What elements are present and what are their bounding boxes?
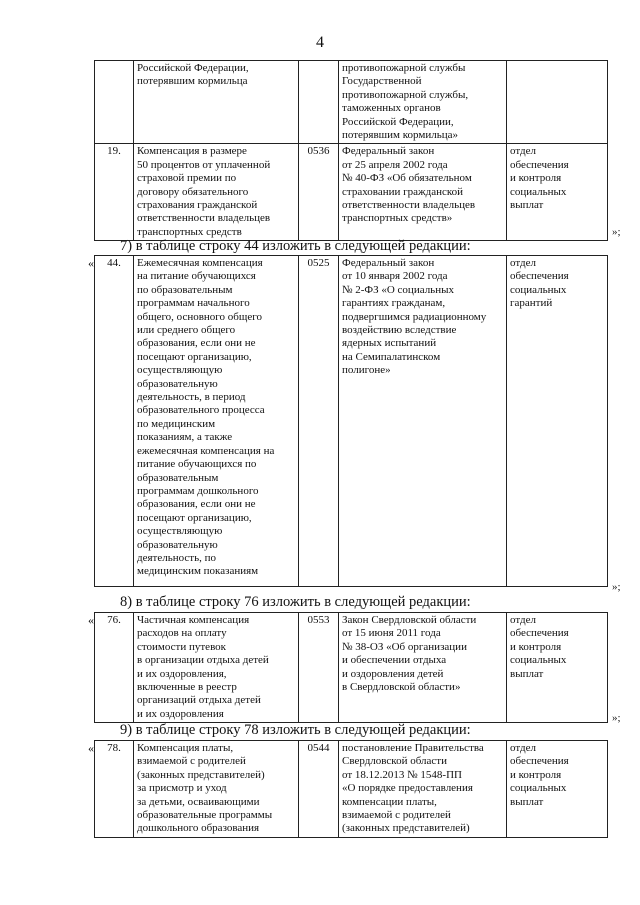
table-row — [95, 613, 608, 723]
table-row — [95, 144, 608, 241]
amendment-heading: 7) в таблице строку 44 изложить в следующей редакции: — [120, 238, 471, 254]
closing-quote: »; — [612, 712, 621, 724]
table-row-76 — [94, 612, 608, 723]
responsible-department: отдел обеспечения и контроля социальных выплат — [507, 741, 608, 838]
legal-basis: противопожарной службы Государственной противопожарной службы, таможенных органов Российской Федерации, потерявшим кормильца» — [339, 61, 507, 144]
table-row — [95, 741, 608, 838]
table-row — [95, 256, 608, 587]
legal-basis: Закон Свердловской области от 15 июня 2011 года № 38-ОЗ «Об организации и обеспечении отдыха и оздоровления детей в Свердловской области» — [339, 613, 507, 723]
row-number — [95, 61, 134, 144]
benefit-name: Компенсация платы, взимаемой с родителей (законных представителей) за присмотр и уход за детьми, осваивающими образовательные программы дошкольного образования — [134, 741, 299, 838]
benefit-name: Частичная компенсация расходов на оплату стоимости путевок в организации отдыха детей и их оздоровления, включенные в реестр организаций отдыха детей и их оздоровления — [134, 613, 299, 723]
page-number: 4 — [316, 34, 324, 51]
row-number: 19. — [95, 144, 134, 241]
opening-quote: « — [88, 613, 94, 627]
table-row — [95, 61, 608, 144]
table-continued — [94, 60, 608, 241]
benefit-code: 0536 — [299, 144, 339, 241]
benefit-code: 0525 — [299, 256, 339, 587]
benefit-code: 0553 — [299, 613, 339, 723]
opening-quote: « — [88, 741, 94, 755]
closing-quote: »; — [612, 581, 621, 593]
table-row-44 — [94, 255, 608, 587]
benefit-name: Ежемесячная компенсация на питание обучающихся по образовательным программам начального общего, основного общего или среднего общего образования, если они не посещают организацию, осуществляющую образовательную деятельность, в период образовательного процесса по медицинским показаниям, а также ежемесячная компенсация на питание обучающихся по образовательным программам дошкольного образования, если они не посещают организацию, осуществляющую образовательную деятельность, по медицинским показаниям — [134, 256, 299, 587]
legal-basis: Федеральный закон от 25 апреля 2002 года № 40-ФЗ «Об обязательном страховании гражданской ответственности владельцев транспортных средств» — [339, 144, 507, 241]
row-number: 76. — [95, 613, 134, 723]
responsible-department: отдел обеспечения и контроля социальных выплат — [507, 144, 608, 241]
legal-basis: Федеральный закон от 10 января 2002 года № 2-ФЗ «О социальных гарантиях гражданам, подвергшимся радиационному воздействию вследствие ядерных испытаний на Семипалатинском полигоне» — [339, 256, 507, 587]
benefit-name: Компенсация в размере 50 процентов от уплаченной страховой премии по договору обязательного страхования гражданской ответственности владельцев транспортных средств — [134, 144, 299, 241]
benefit-name: Российской Федерации, потерявшим кормильца — [134, 61, 299, 144]
row-number: 78. — [95, 741, 134, 838]
amendment-heading: 8) в таблице строку 76 изложить в следующей редакции: — [120, 594, 471, 610]
benefit-code — [299, 61, 339, 144]
responsible-department: отдел обеспечения социальных гарантий — [507, 256, 608, 587]
responsible-department: отдел обеспечения и контроля социальных выплат — [507, 613, 608, 723]
benefit-code: 0544 — [299, 741, 339, 838]
opening-quote: « — [88, 256, 94, 270]
amendment-heading: 9) в таблице строку 78 изложить в следующей редакции: — [120, 722, 471, 738]
responsible-department — [507, 61, 608, 144]
table-row-78 — [94, 740, 608, 838]
closing-quote: »; — [612, 226, 621, 238]
row-number: 44. — [95, 256, 134, 587]
legal-basis: постановление Правительства Свердловской области от 18.12.2013 № 1548-ПП «О порядке предоставления компенсации платы, взимаемой с родителей (законных представителей) — [339, 741, 507, 838]
